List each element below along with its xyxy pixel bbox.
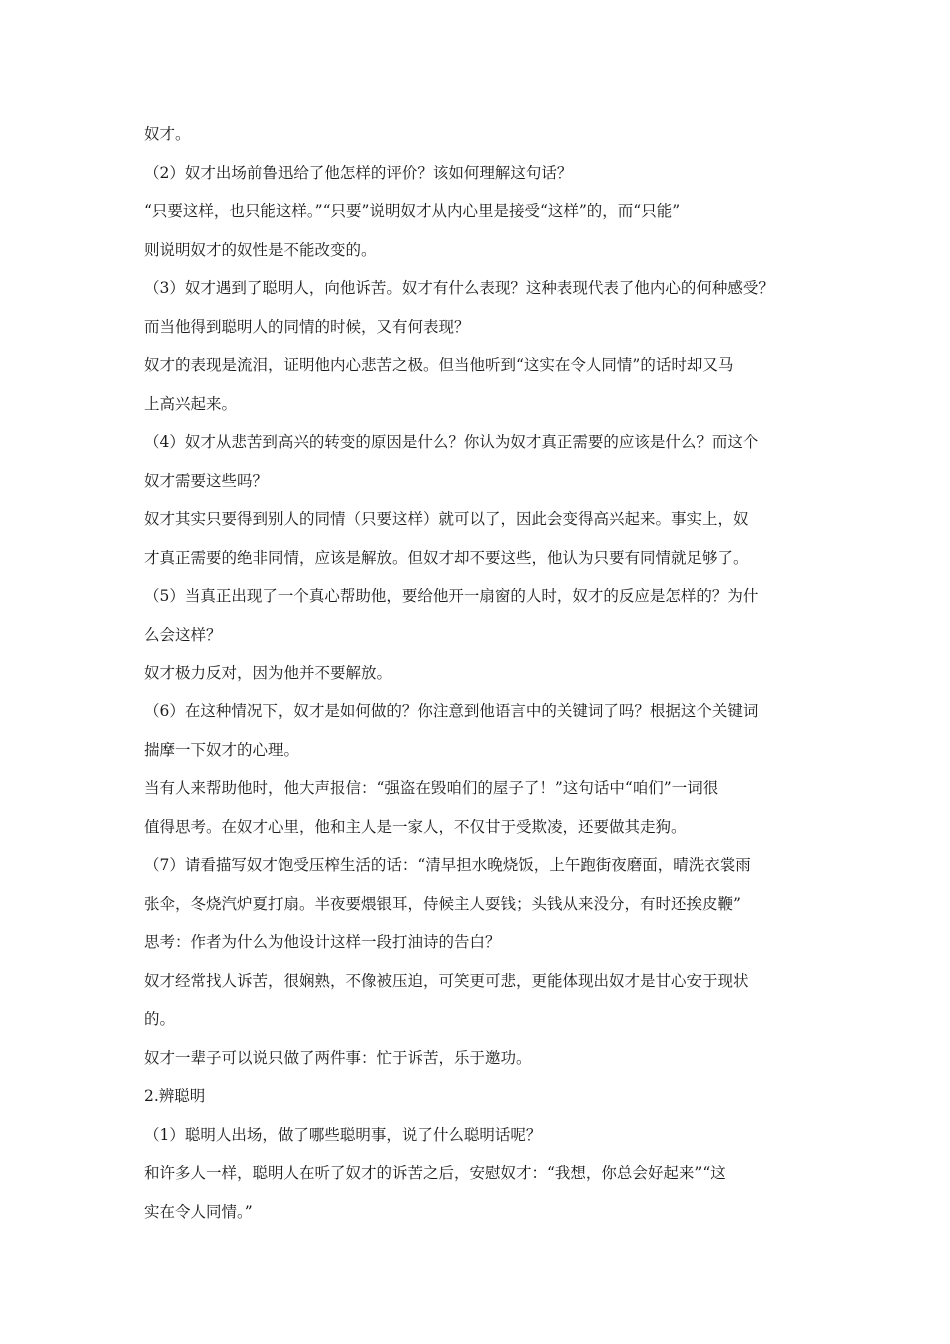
text-line: 当有人来帮助他时，他大声报信：“强盗在毁咱们的屋子了！”这句话中“咱们”一词很 [144,779,719,797]
question-line: （4）奴才从悲苦到高兴的转变的原因是什么？你认为奴才真正需要的应该是什么？而这个 [144,433,759,451]
question-line: 奴才需要这些吗？ [144,472,269,490]
question-line: 么会这样？ [144,626,222,644]
text-line: 实在令人同情。” [144,1203,253,1221]
text-line: 才真正需要的绝非同情，应该是解放。但奴才却不要这些，他认为只要有同情就足够了。 [144,549,749,567]
question-line: 而当他得到聪明人的同情的时候，又有何表现？ [144,318,470,336]
question-line: 揣摩一下奴才的心理。 [144,741,300,759]
question-line: （3）奴才遇到了聪明人，向他诉苦。奴才有什么表现？这种表现代表了他内心的何种感受？ [144,279,774,297]
text-line: 奴才。 [144,125,191,143]
question-line: （2）奴才出场前鲁迅给了他怎样的评价？该如何理解这句话？ [144,164,573,182]
text-line: 奴才极力反对，因为他并不要解放。 [144,664,393,682]
text-line: “只要这样，也只能这样。”“只要”说明奴才从内心里是接受“这样”的，而“只能” [144,202,681,220]
question-line: 张伞，冬烧汽炉夏打扇。半夜要煨银耳，侍候主人耍钱；头钱从来没分，有时还挨皮鞭” [144,895,741,913]
text-line: 和许多人一样，聪明人在听了奴才的诉苦之后，安慰奴才：“我想，你总会好起来”“这 [144,1164,726,1182]
question-line: （6）在这种情况下，奴才是如何做的？你注意到他语言中的关键词了吗？根据这个关键词 [144,702,759,720]
question-line: 思考：作者为什么为他设计这样一段打油诗的告白？ [144,933,501,951]
question-line: （1）聪明人出场，做了哪些聪明事，说了什么聪明话呢？ [144,1126,542,1144]
text-line: 值得思考。在奴才心里，他和主人是一家人，不仅甘于受欺凌，还要做其走狗。 [144,818,687,836]
question-line: （7）请看描写奴才饱受压榨生活的话：“清早担水晚烧饭，上午跑街夜磨面，晴洗衣裳雨 [144,856,751,874]
text-line: 奴才经常找人诉苦，很娴熟，不像被压迫，可笑更可悲，更能体现出奴才是甘心安于现状 [144,972,749,990]
text-line: 的。 [144,1010,176,1028]
question-line: （5）当真正出现了一个真心帮助他，要给他开一扇窗的人时，奴才的反应是怎样的？为什 [144,587,759,605]
section-heading: 2.辨聪明 [144,1087,206,1105]
text-line: 奴才的表现是流泪，证明他内心悲苦之极。但当他听到“这实在令人同情”的话时却又马 [144,356,734,374]
text-line: 奴才一辈子可以说只做了两件事：忙于诉苦，乐于邀功。 [144,1049,532,1067]
text-line: 上高兴起来。 [144,395,238,413]
text-line: 奴才其实只要得到别人的同情（只要这样）就可以了，因此会变得高兴起来。事实上，奴 [144,510,749,528]
text-line: 则说明奴才的奴性是不能改变的。 [144,241,377,259]
